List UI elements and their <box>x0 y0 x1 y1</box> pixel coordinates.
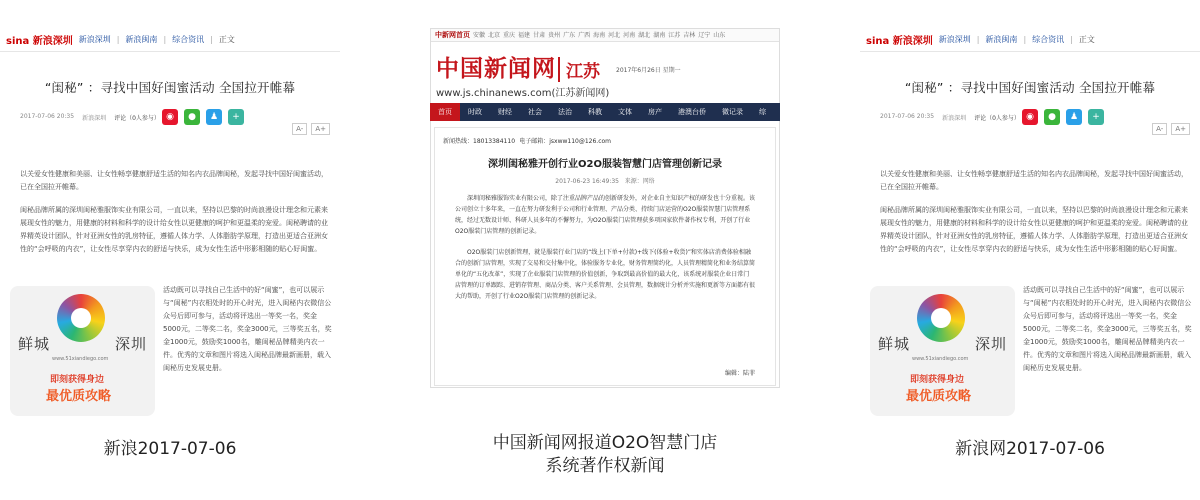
region-link[interactable]: 湖北 <box>638 32 651 39</box>
article-title: 深圳闺秘雅开创行业O2O服装智慧门店管理创新记录 <box>488 159 722 170</box>
chinanews-article-body <box>434 127 776 386</box>
ad-url: www.51xiandiego.com <box>912 356 969 362</box>
weibo-share-icon[interactable]: ◉ <box>1022 109 1038 125</box>
ad-text-left: 鲜城 <box>878 335 911 353</box>
font-size-controls <box>1152 123 1190 135</box>
article-source: 来源：网络 <box>624 178 655 185</box>
breadcrumb-item[interactable]: 新浪闽南 <box>985 35 1018 44</box>
share-buttons <box>162 109 244 125</box>
comment-count[interactable]: 评论（0人参与） <box>974 115 1020 122</box>
weibo-share-icon[interactable]: ◉ <box>162 109 178 125</box>
sina-logo[interactable]: sina 新浪深圳 <box>866 36 933 47</box>
region-link[interactable]: 河南 <box>623 32 636 39</box>
article-date: 2017-06-23 16:49:35 <box>555 178 619 185</box>
more-share-icon[interactable]: + <box>1088 109 1104 125</box>
article-title: “闺秘” ：寻找中国好闺蜜活动 全国拉开帷幕 <box>44 80 296 95</box>
article-paragraph: 闺秘品牌所属的深圳闺秘雅服饰实业有限公司，一直以来，坚持以巴黎的时尚浪漫设计理念和元素来展现女性的魅力，用健康的材料和科学的设计给女性以更健康的呵护和更温柔的宠爱。闺秘聘请的业界精英设计团队，针对亚洲女性的乳房特征，遵循人体力学、人体脂肪学原理，打造出更适合亚洲女性的“会呼吸的内衣”，让女性尽享穿内衣的舒适与快乐，成为女性生活中形影相随的贴心好闺蜜。 <box>880 206 1188 253</box>
caption-left: 新浪2017-07-06 <box>103 439 237 459</box>
article-paragraph: 深圳闺秘雅服饰实业有限公司，除了注重品牌产品的创新研发外，对企业自主知识产权的研发也十分重视。该公司创立十多年来，一直在努力研发利于公司和行业管理、产品分类、持续门店运营的O2O服装智慧门店管理系统，经过无数设计师、科研人员多年的不懈努力，为O2O服装门店管理获多项国家软件著作权专利，开创了行业O2O服装门店管理的创新记录。 <box>455 195 756 235</box>
chinanews-region-logo: 江苏 <box>558 57 600 82</box>
wechat-share-icon[interactable]: ● <box>184 109 200 125</box>
sina-top-bar <box>860 28 1200 52</box>
qq-share-icon[interactable]: ♟ <box>206 109 222 125</box>
region-link[interactable]: 甘肃 <box>533 32 546 39</box>
ad-slogan-2: 最优质攻略 <box>46 389 112 404</box>
article-editor: 编辑：陆菲 <box>724 370 755 377</box>
article-paragraph: 闺秘品牌所属的深圳闺秘雅服饰实业有限公司，一直以来，坚持以巴黎的时尚浪漫设计理念和元素来展现女性的魅力，用健康的材料和科学的设计给女性以更健康的呵护和更温柔的宠爱。闺秘聘请的业界精英设计团队，针对亚洲女性的乳房特征，遵循人体力学、人体脂肪学原理，打造出更适合亚洲女性的“会呼吸的内衣”，让女性尽享穿内衣的舒适与快乐，成为女性生活中形影相随的贴心好闺蜜。 <box>20 206 328 253</box>
article-source[interactable]: 新浪深圳 <box>82 115 107 122</box>
region-link[interactable]: 重庆 <box>503 32 516 39</box>
region-link[interactable]: 广东 <box>563 32 576 39</box>
font-increase-button[interactable]: A+ <box>1171 123 1190 135</box>
article-paragraph: 以关爱女性健康和美丽、让女性畅享健康舒适生活的知名内衣品牌闺秘，发起寻找中国好闺蜜活动，已在全国拉开帷幕。 <box>880 170 1188 191</box>
region-link[interactable]: 江苏 <box>668 32 681 39</box>
news-hotline <box>435 128 775 145</box>
ad-text-right: 深圳 <box>114 335 147 353</box>
breadcrumb-separator: | <box>163 35 167 44</box>
region-link[interactable]: 辽宁 <box>698 32 711 39</box>
chinanews-date: 2017年6月26日 星期一 <box>616 67 681 74</box>
sina-logo[interactable]: sina 新浪深圳 <box>6 36 73 47</box>
breadcrumb-item[interactable]: 新浪闽南 <box>125 35 158 44</box>
hotline-number: 18013384110 <box>473 138 516 145</box>
nav-item[interactable]: 港澳台侨 <box>678 108 706 116</box>
article-paragraph: 以关爱女性健康和美丽、让女性畅享健康舒适生活的知名内衣品牌闺秘，发起寻找中国好闺蜜活动，已在全国拉开帷幕。 <box>20 170 328 191</box>
region-link[interactable]: 福建 <box>518 32 531 39</box>
ad-text-left: 鲜城 <box>18 335 51 353</box>
region-link[interactable]: 山东 <box>713 32 726 39</box>
caption-middle <box>430 432 780 478</box>
breadcrumb-separator: | <box>210 35 213 44</box>
nav-item-home[interactable]: 首页 <box>430 103 460 121</box>
region-link[interactable]: 安徽 <box>473 32 486 39</box>
ad-banner[interactable] <box>10 286 155 416</box>
chinanews-home-link[interactable]: 中新网首页 <box>435 30 470 39</box>
nav-item[interactable]: 科教 <box>588 108 602 116</box>
font-size-controls <box>292 123 330 135</box>
breadcrumb-separator: | <box>116 35 120 44</box>
breadcrumb-item: 正文 <box>1078 35 1095 44</box>
qq-share-icon[interactable]: ♟ <box>1066 109 1082 125</box>
flower-logo-icon <box>57 294 105 342</box>
sina-article-right <box>860 28 1200 408</box>
article-paragraph: 活动既可以寻找自己生活中的好“闺蜜”，也可以展示与“闺秘”内衣相处时的开心时光，进入闺秘内衣微信公众号后即可参与，活动将评选出一等奖一名，奖金5000元，二等奖二名，奖金3000元，三等奖五名，奖金1000元，鼓励奖1000名，雕闺秘品牌精美内衣一件。优秀的文章和图片将选入闺秘品牌最新画册，载入闺秘历史发展史册。 <box>163 286 332 372</box>
nav-item[interactable]: 社会 <box>528 108 542 116</box>
nav-item[interactable]: 法治 <box>558 108 572 116</box>
hotline-label: 新闻热线： <box>443 138 474 145</box>
caption-middle-line2: 系统著作权新闻 <box>545 456 665 476</box>
email-address[interactable]: jsxww110@126.com <box>549 138 612 145</box>
region-link[interactable]: 海南 <box>593 32 606 39</box>
nav-item[interactable]: 财经 <box>498 108 512 116</box>
chinanews-nav <box>430 103 780 121</box>
breadcrumb-separator: | <box>1023 35 1027 44</box>
chinanews-logo[interactable]: 中国新闻网 <box>436 55 556 82</box>
email-label: 电子邮箱： <box>519 138 550 145</box>
breadcrumb-item[interactable]: 综合资讯 <box>1032 35 1065 44</box>
breadcrumb-item[interactable]: 新浪深圳 <box>78 35 111 44</box>
nav-item[interactable]: 时政 <box>468 108 482 116</box>
ad-url: www.51xiandiego.com <box>52 356 109 362</box>
breadcrumb-item[interactable]: 综合资讯 <box>172 35 205 44</box>
font-decrease-button[interactable]: A- <box>292 123 307 135</box>
nav-item[interactable]: 文体 <box>618 108 632 116</box>
font-increase-button[interactable]: A+ <box>311 123 330 135</box>
share-buttons <box>1022 109 1104 125</box>
flower-logo-icon <box>917 294 965 342</box>
region-link[interactable]: 北京 <box>488 32 501 39</box>
ad-text-right: 深圳 <box>974 335 1007 353</box>
chinanews-url: www.js.chinanews.com(江苏新闻网) <box>436 88 610 99</box>
breadcrumb-separator: | <box>1070 35 1073 44</box>
region-link[interactable]: 吉林 <box>683 32 696 39</box>
nav-item[interactable]: 微记录 <box>722 108 743 116</box>
article-source[interactable]: 新浪深圳 <box>942 115 967 122</box>
wechat-share-icon[interactable]: ● <box>1044 109 1060 125</box>
more-share-icon[interactable]: + <box>228 109 244 125</box>
caption-right: 新浪网2017-07-06 <box>955 439 1105 459</box>
breadcrumb-separator: | <box>976 35 980 44</box>
article-date: 2017-07-06 20:35 <box>20 113 75 120</box>
breadcrumb-item[interactable]: 新浪深圳 <box>938 35 971 44</box>
region-link[interactable]: 河北 <box>608 32 621 39</box>
sina-top-bar <box>0 28 340 52</box>
article-title: “闺秘” ：寻找中国好闺蜜活动 全国拉开帷幕 <box>904 80 1156 95</box>
article-paragraph: O2O服装门店创新管理，就是服装行业门店的“线上(下单+付款)+线下(体验+收货)”和实体店消费体验相融合的创新门店管理，实现了交易和交付集中化，体验服务专业化，财务管理简约化，人员管理精简化和业务结算简单化的“五化改革”，实现了企业服装门店管理的价值创新，争取到最高价值的最大化，该系统对服装企业日常门店管理的订单跟踪、进销存管理、商品分类、客户关系管理、会员管理，数据统计分析并实施和更新等方面都有很大的帮助，开创了行业O2O服装门店管理的创新记录。 <box>455 249 756 300</box>
article-paragraph: 活动既可以寻找自己生活中的好“闺蜜”，也可以展示与“闺秘”内衣相处时的开心时光，进入闺秘内衣微信公众号后即可参与，活动将评选出一等奖一名，奖金5000元，二等奖二名，奖金3000元，三等奖五名，奖金1000元，鼓励奖1000名，雕闺秘品牌精美内衣一件。优秀的文章和图片将选入闺秘品牌最新画册，载入闺秘历史发展史册。 <box>1023 286 1192 372</box>
font-decrease-button[interactable]: A- <box>1152 123 1167 135</box>
region-link[interactable]: 湖南 <box>653 32 666 39</box>
ad-slogan-1: 即刻获得身边 <box>50 375 105 385</box>
breadcrumb-item: 正文 <box>218 35 235 44</box>
region-link[interactable]: 广西 <box>578 32 591 39</box>
ad-banner[interactable] <box>870 286 1015 416</box>
sina-article-left <box>0 28 340 408</box>
caption-middle-line1: 中国新闻网报道O2O智慧门店 <box>492 433 718 453</box>
nav-item[interactable]: 综 <box>759 108 766 116</box>
ad-slogan-2: 最优质攻略 <box>906 389 972 404</box>
article-meta <box>435 176 775 185</box>
comment-count[interactable]: 评论（0人参与） <box>114 115 160 122</box>
article-date: 2017-07-06 20:35 <box>880 113 935 120</box>
chinanews-article <box>430 28 780 388</box>
region-link[interactable]: 贵州 <box>548 32 561 39</box>
nav-item[interactable]: 房产 <box>648 108 662 116</box>
ad-slogan-1: 即刻获得身边 <box>910 375 965 385</box>
